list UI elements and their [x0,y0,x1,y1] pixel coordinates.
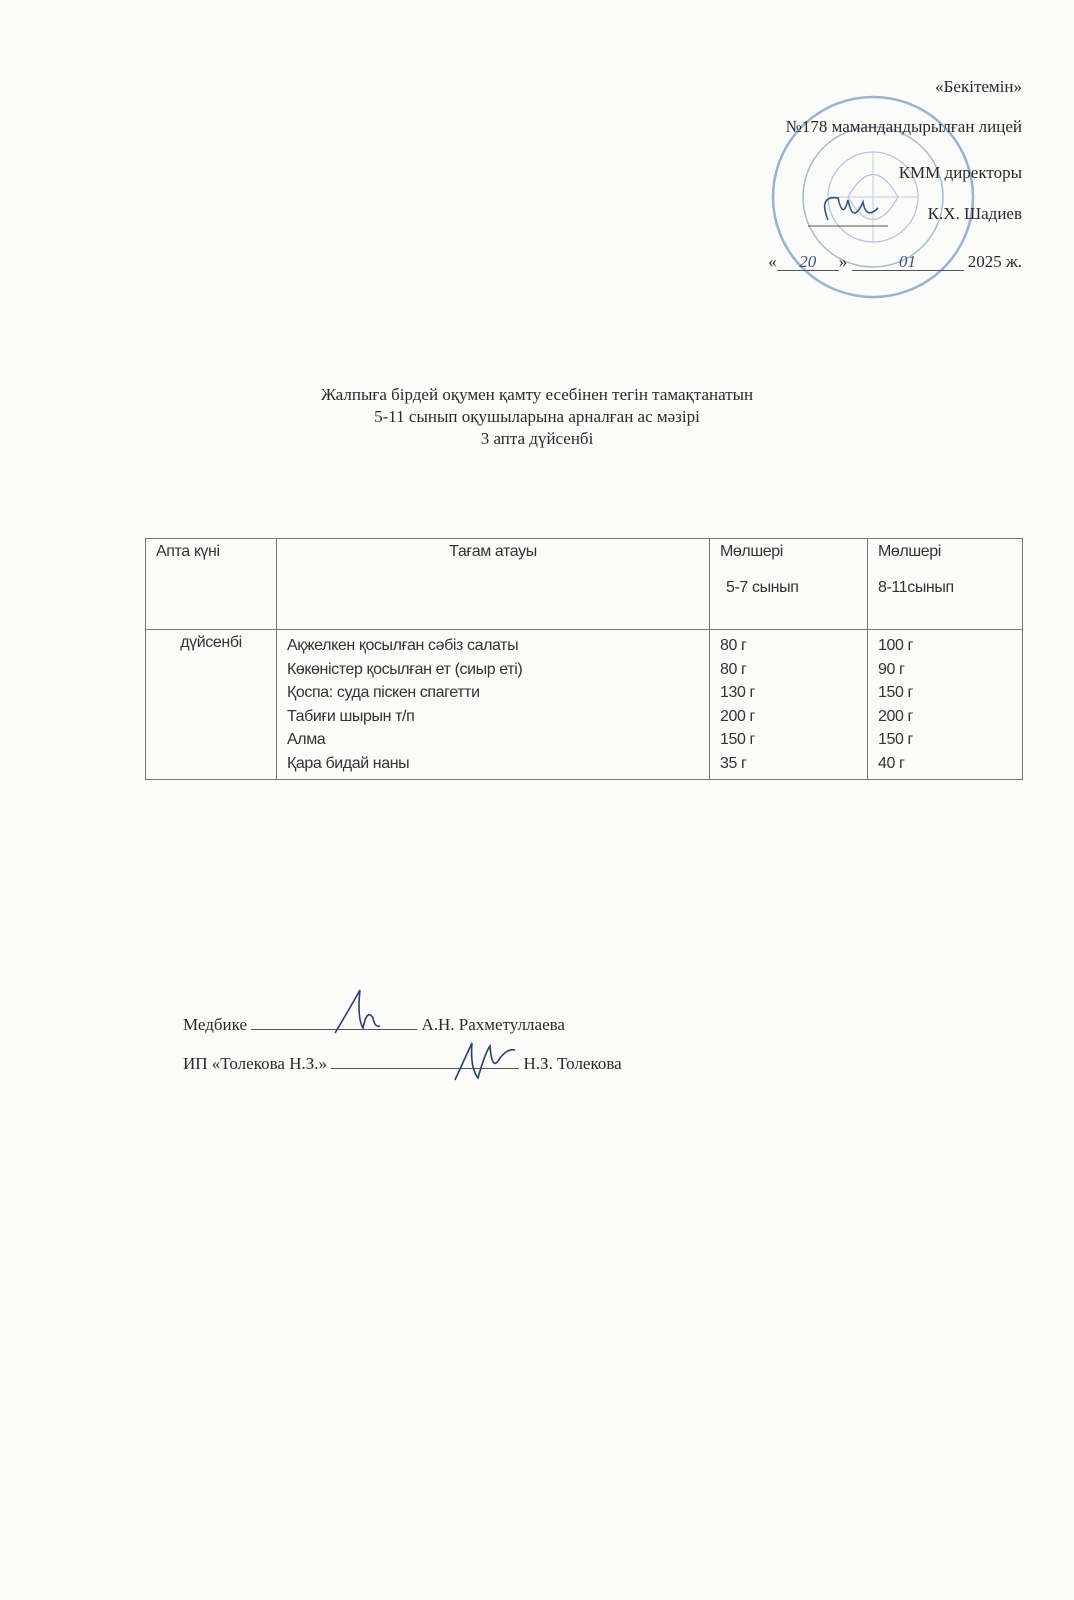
qty-value: 80 г [720,660,747,678]
date-day: 20 [777,253,839,271]
supplier-label: ИП «Толекова Н.З.» [183,1054,328,1073]
dish-name: Көкөністер қосылған ет (сиыр еті) [287,660,523,678]
qty-8-11-cell [868,630,1023,780]
header-qty-label: Мөлшері [720,543,783,560]
approval-heading: «Бекітемін» [935,77,1022,96]
qty-value: 150 г [720,731,755,748]
header-qty-sub: 8-11сынып [878,579,954,596]
header-qty-5-7 [710,539,868,630]
title-line-3: 3 апта дүйсенбі [480,429,594,448]
qty-value: 90 г [878,660,905,678]
header-qty-label: Мөлшері [878,543,941,560]
header-qty-8-11 [868,539,1023,630]
nurse-label: Медбике [183,1015,247,1034]
qty-value: 200 г [720,707,755,725]
title-line-2: 5-11 сынып оқушыларына арналған ас мәзірі [374,407,700,426]
header-day: Апта күні [146,539,277,630]
qty-5-7-cell [710,630,868,780]
nurse-signature [325,988,385,1038]
date-year: 2025 ж. [967,252,1022,271]
approval-director-name: К.Х. Шадиев [927,204,1022,223]
dish-name: Алма [287,731,326,748]
title-line-1: Жалпыға бірдей оқумен қамту есебінен тегін тамақтанатын [320,385,754,404]
qty-value: 150 г [878,684,913,701]
qty-value: 150 г [878,731,913,748]
qty-value: 40 г [878,754,905,772]
approval-position: КММ директоры [898,163,1022,182]
approval-institution: №178 мамандандырылған лицей [785,117,1022,136]
supplier-signature [450,1038,520,1083]
header-dish: Тағам атауы [277,539,710,630]
menu-table [145,538,1023,780]
qty-value: 130 г [720,684,755,701]
qty-value: 200 г [878,707,913,725]
dish-name: Қара бидай наны [287,754,410,772]
director-signature [808,190,888,230]
qty-value: 80 г [720,637,747,654]
supplier-name: Н.З. Толекова [523,1054,622,1073]
dish-cell [277,630,710,780]
dish-name: Ақжелкен қосылған сәбіз салаты [287,637,519,654]
table-row [146,630,1023,780]
supplier-signature-line [183,1054,622,1074]
approval-date: « 20 » 01 2025 ж. [768,252,1022,271]
date-month: 01 [852,253,964,271]
dish-name: Табиғи шырын т/п [287,707,415,725]
dish-name: Қоспа: суда піскен спагетти [287,684,480,701]
nurse-name: А.Н. Рахметуллаева [421,1015,565,1034]
document-title [0,384,1074,450]
header-qty-sub: 5-7 сынып [726,579,799,596]
qty-value: 35 г [720,754,747,772]
table-header-row [146,539,1023,630]
qty-value: 100 г [878,637,913,654]
day-cell: дүйсенбі [146,630,277,780]
